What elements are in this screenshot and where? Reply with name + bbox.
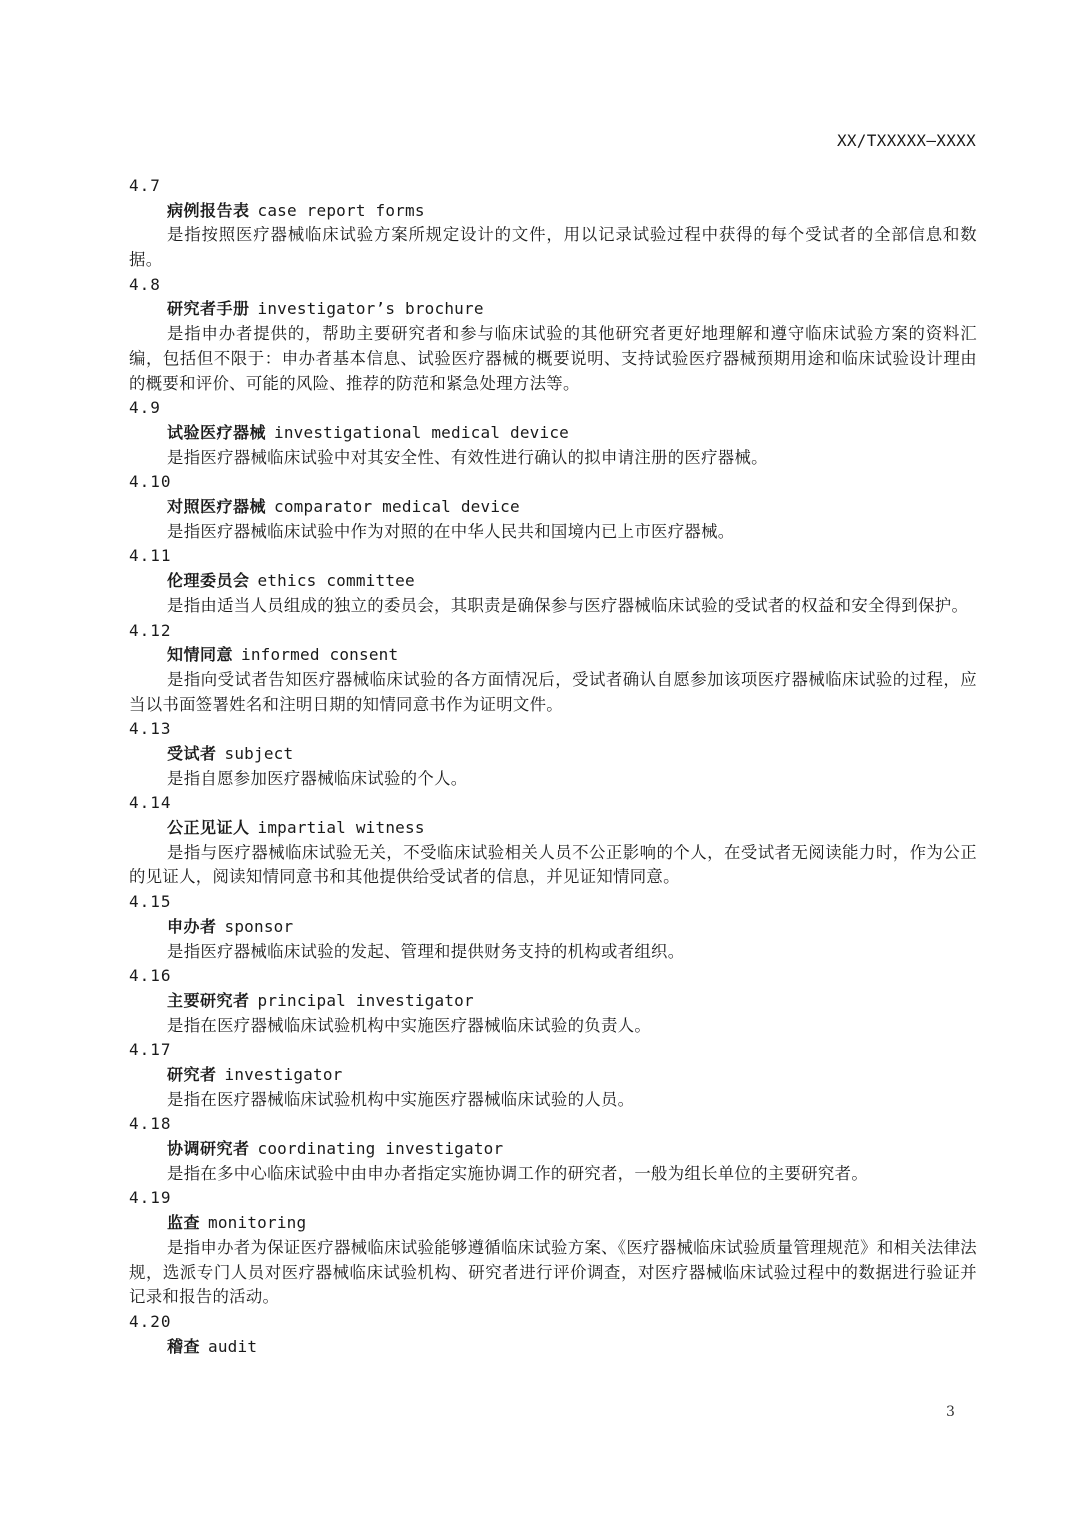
term-english-name: monitoring [208, 1213, 307, 1233]
term-english-name: principal investigator [257, 990, 474, 1010]
term-english-name: investigator’s brochure [257, 299, 484, 319]
term-heading [129, 495, 977, 520]
term-chinese-name: 病例报告表 [167, 200, 250, 220]
term-heading [129, 297, 977, 322]
term-chinese-name: 研究者 [167, 1064, 217, 1084]
term-definition: 是指在医疗器械临床试验机构中实施医疗器械临床试验的人员。 [167, 1089, 635, 1109]
term-heading [129, 1137, 977, 1162]
terms-list [129, 174, 977, 1359]
term-number: 4.19 [129, 1188, 172, 1208]
document-code: XX/TXXXXX—XXXX [836, 131, 976, 150]
term-definition: 是指医疗器械临床试验中对其安全性、有效性进行确认的拟申请注册的医疗器械。 [167, 447, 768, 467]
term-entry [129, 717, 977, 791]
term-entry [129, 174, 977, 273]
term-definition: 是指申办者提供的，帮助主要研究者和参与临床试验的其他研究者更好地理解和遵守临床试验方案的资料汇编，包括但不限于：申办者基本信息、试验医疗器械的概要说明、支持试验医疗器械预期用途和临床试验设计理由的概要和评价、可能的风险、推荐的防范和紧急处理方法等。 [129, 324, 977, 393]
term-number: 4.13 [129, 719, 172, 739]
term-number: 4.16 [129, 966, 172, 986]
term-number: 4.12 [129, 620, 172, 640]
term-english-name: audit [208, 1336, 258, 1356]
term-heading [129, 915, 977, 940]
term-definition: 是指在医疗器械临床试验机构中实施医疗器械临床试验的负责人。 [167, 1015, 652, 1035]
term-english-name: sponsor [224, 916, 294, 936]
term-number: 4.14 [129, 793, 172, 813]
page-number: 3 [946, 1404, 955, 1420]
term-entry [129, 1112, 977, 1186]
term-number: 4.10 [129, 472, 172, 492]
term-number: 4.9 [129, 398, 161, 418]
term-entry [129, 544, 977, 618]
term-heading [129, 816, 977, 841]
term-entry [129, 890, 977, 964]
term-heading [129, 643, 977, 668]
term-definition: 是指向受试者告知医疗器械临床试验的各方面情况后，受试者确认自愿参加该项医疗器械临床试验的过程，应当以书面签署姓名和注明日期的知情同意书作为证明文件。 [129, 669, 977, 714]
term-chinese-name: 受试者 [167, 743, 217, 763]
term-chinese-name: 申办者 [167, 916, 217, 936]
term-number: 4.11 [129, 546, 172, 566]
term-entry [129, 1186, 977, 1309]
term-english-name: investigator [224, 1064, 343, 1084]
term-heading [129, 1335, 977, 1360]
term-number: 4.18 [129, 1114, 172, 1134]
term-definition: 是指由适当人员组成的独立的委员会，其职责是确保参与医疗器械临床试验的受试者的权益和安全得到保护。 [167, 595, 969, 615]
term-chinese-name: 伦理委员会 [167, 571, 250, 591]
term-definition: 是指医疗器械临床试验中作为对照的在中华人民共和国境内已上市医疗器械。 [167, 521, 735, 541]
term-english-name: coordinating investigator [257, 1139, 504, 1159]
term-heading [129, 989, 977, 1014]
term-english-name: subject [224, 743, 294, 763]
term-entry [129, 396, 977, 470]
term-english-name: ethics committee [257, 571, 415, 591]
term-entry [129, 470, 977, 544]
term-entry [129, 1310, 977, 1359]
term-chinese-name: 对照医疗器械 [167, 497, 267, 517]
term-number: 4.15 [129, 892, 172, 912]
term-chinese-name: 主要研究者 [167, 990, 250, 1010]
term-english-name: impartial witness [257, 818, 425, 838]
term-entry [129, 791, 977, 890]
term-english-name: investigational medical device [274, 422, 569, 442]
term-definition: 是指申办者为保证医疗器械临床试验能够遵循临床试验方案、《医疗器械临床试验质量管理规范》和相关法律法规，选派专门人员对医疗器械临床试验机构、研究者进行评价调查，对医疗器械临床试验过程中的数据进行验证并记录和报告的活动。 [129, 1237, 977, 1307]
term-number: 4.20 [129, 1311, 172, 1331]
term-definition: 是指医疗器械临床试验的发起、管理和提供财务支持的机构或者组织。 [167, 941, 685, 961]
term-definition: 是指自愿参加医疗器械临床试验的个人。 [167, 768, 468, 788]
term-number: 4.7 [129, 176, 161, 195]
term-definition: 是指在多中心临床试验中由申办者指定实施协调工作的研究者，一般为组长单位的主要研究者。 [167, 1163, 869, 1183]
term-entry [129, 964, 977, 1038]
term-english-name: case report forms [257, 200, 425, 220]
term-chinese-name: 知情同意 [167, 645, 234, 665]
term-heading [129, 421, 977, 446]
term-number: 4.8 [129, 274, 161, 294]
term-definition: 是指与医疗器械临床试验无关，不受临床试验相关人员不公正影响的个人，在受试者无阅读能力时，作为公正的见证人，阅读知情同意书和其他提供给受试者的信息，并见证知情同意。 [129, 842, 977, 887]
term-entry [129, 273, 977, 396]
term-heading [129, 199, 977, 224]
term-entry [129, 1038, 977, 1112]
term-english-name: informed consent [241, 645, 399, 665]
term-number: 4.17 [129, 1040, 172, 1060]
term-chinese-name: 试验医疗器械 [167, 422, 267, 442]
term-chinese-name: 协调研究者 [167, 1139, 250, 1159]
term-definition: 是指按照医疗器械临床试验方案所规定设计的文件，用以记录试验过程中获得的每个受试者的全部信息和数据。 [129, 225, 977, 270]
term-heading [129, 742, 977, 767]
term-heading [129, 1063, 977, 1088]
term-heading [129, 1211, 977, 1236]
term-chinese-name: 研究者手册 [167, 299, 250, 319]
term-chinese-name: 公正见证人 [167, 818, 250, 838]
term-heading [129, 569, 977, 594]
term-chinese-name: 监查 [167, 1213, 201, 1233]
term-english-name: comparator medical device [274, 497, 520, 517]
term-entry [129, 619, 977, 718]
term-chinese-name: 稽查 [167, 1336, 201, 1356]
